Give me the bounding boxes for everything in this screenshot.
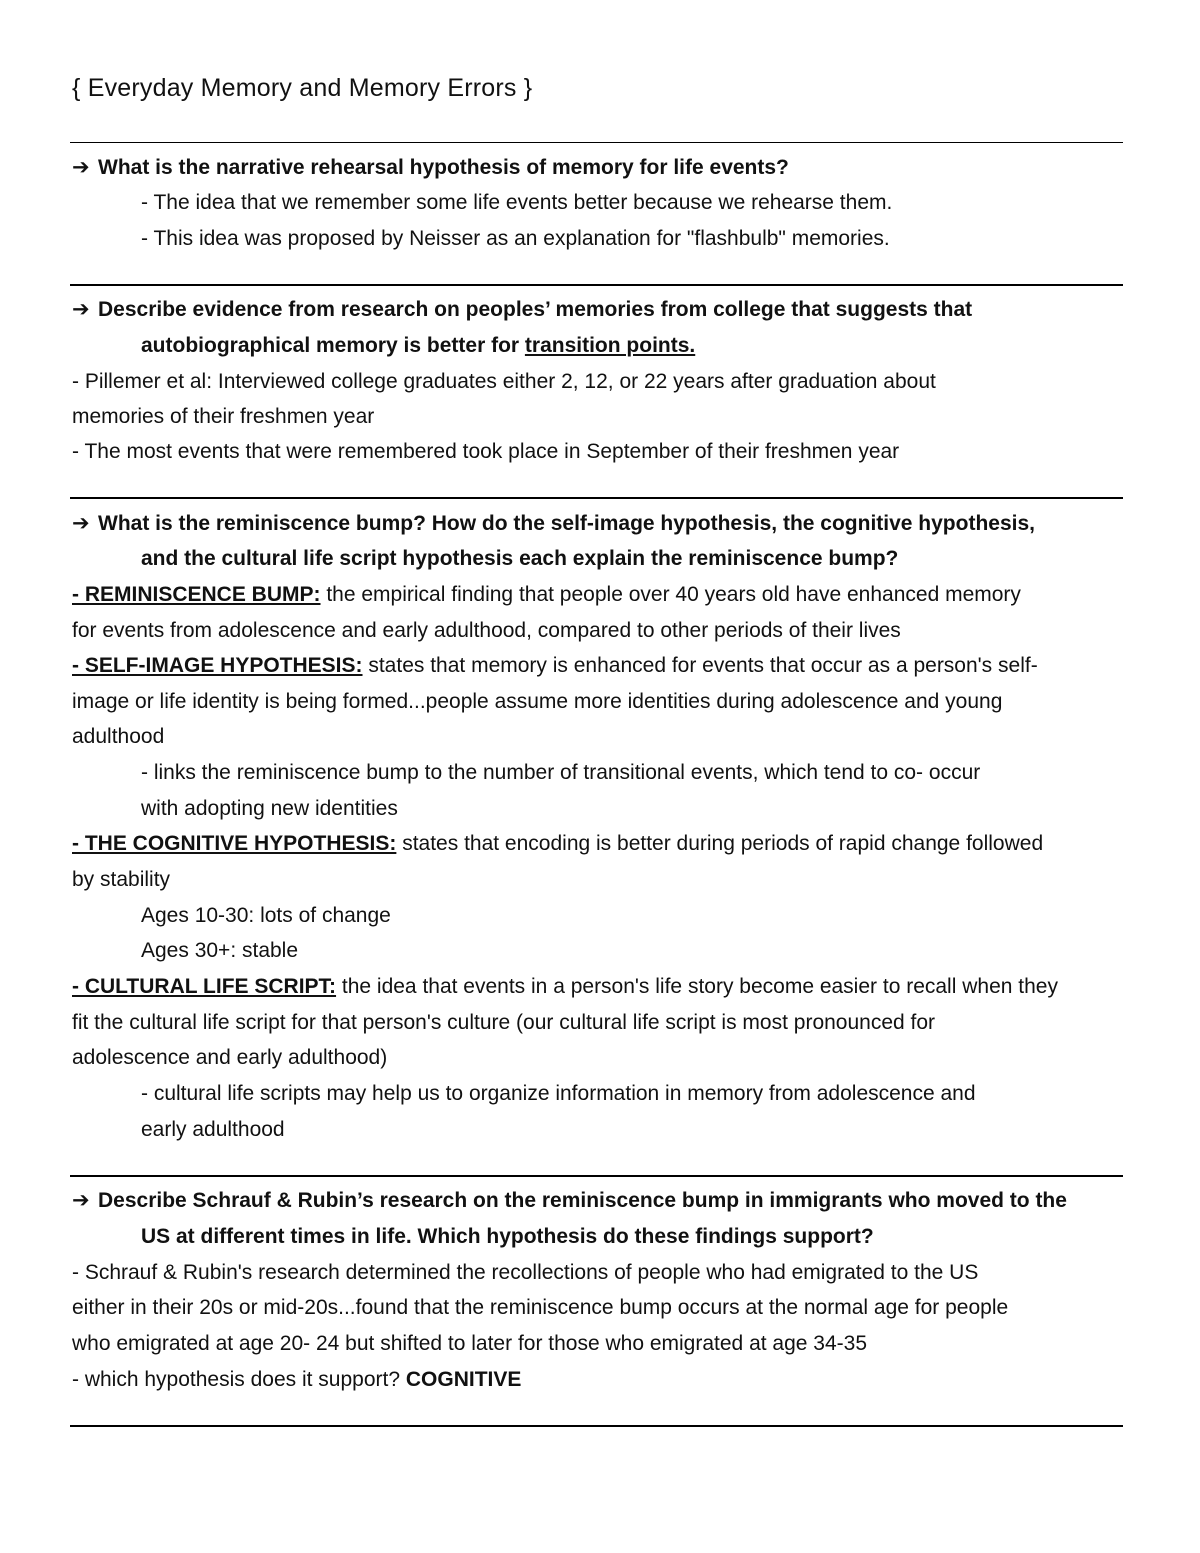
answer-line: Ages 30+: stable xyxy=(141,939,299,962)
answer-line: - Schrauf & Rubin's research determined the recollections of people who had emigrated to the US xyxy=(72,1261,979,1284)
question-line: ➔ Describe Schrauf & Rubin’s research on the reminiscence bump in immigrants who moved to the xyxy=(72,1187,1067,1215)
answer-line: - REMINISCENCE BUMP: the empirical finding that people over 40 years old have enhanced memory xyxy=(72,583,1021,606)
answer-line: who emigrated at age 20- 24 but shifted to later for those who emigrated at age 34-35 xyxy=(72,1332,867,1355)
question-line: ➔ What is the narrative rehearsal hypothesis of memory for life events? xyxy=(72,154,789,182)
question-line: and the cultural life script hypothesis each explain the reminiscence bump? xyxy=(141,547,899,570)
answer-line: - CULTURAL LIFE SCRIPT: the idea that events in a person's life story become easier to recall when they xyxy=(72,975,1058,998)
section-divider xyxy=(70,142,1123,143)
answer-line: by stability xyxy=(72,868,171,891)
answer-line: - THE COGNITIVE HYPOTHESIS: states that encoding is better during periods of rapid change followed xyxy=(72,832,1044,855)
answer-line: with adopting new identities xyxy=(141,797,398,820)
answer-line: early adulthood xyxy=(141,1118,285,1141)
section-divider xyxy=(70,497,1123,499)
answer-line: - The most events that were remembered took place in September of their freshmen year xyxy=(72,440,900,463)
answer-line: - The idea that we remember some life events better because we rehearse them. xyxy=(141,191,893,214)
answer-line: - cultural life scripts may help us to organize information in memory from adolescence and xyxy=(141,1082,976,1105)
arrow-right-icon: ➔ xyxy=(72,298,90,321)
section-divider xyxy=(70,1425,1123,1427)
term-heading: - REMINISCENCE BUMP: xyxy=(72,583,321,606)
underlined-term: transition points. xyxy=(524,334,696,357)
question-line: autobiographical memory is better for transition points. xyxy=(141,334,696,357)
answer-line: - SELF-IMAGE HYPOTHESIS: states that memory is enhanced for events that occur as a person's self- xyxy=(72,654,1038,677)
answer-line: - which hypothesis does it support? COGNITIVE xyxy=(72,1368,522,1391)
section-divider xyxy=(70,1175,1123,1177)
answer-line: adulthood xyxy=(72,725,165,748)
question-line: US at different times in life. Which hypothesis do these findings support? xyxy=(141,1225,874,1248)
arrow-right-icon: ➔ xyxy=(72,512,90,535)
answer-line: memories of their freshmen year xyxy=(72,405,375,428)
question-line: ➔ Describe evidence from research on peoples’ memories from college that suggests that xyxy=(72,296,972,324)
answer-line: either in their 20s or mid-20s...found that the reminiscence bump occurs at the normal age for people xyxy=(72,1296,1009,1319)
answer-line: Ages 10-30: lots of change xyxy=(141,904,391,927)
answer-line: - Pillemer et al: Interviewed college graduates either 2, 12, or 22 years after graduation about xyxy=(72,370,936,393)
answer-line: for events from adolescence and early adulthood, compared to other periods of their lives xyxy=(72,619,901,642)
term-heading: - SELF-IMAGE HYPOTHESIS: xyxy=(72,654,363,677)
document-title: { Everyday Memory and Memory Errors } xyxy=(72,74,533,102)
answer-line: image or life identity is being formed...people assume more identities during adolescence and young xyxy=(72,690,1003,713)
term-heading: - CULTURAL LIFE SCRIPT: xyxy=(72,975,337,998)
term-heading: - THE COGNITIVE HYPOTHESIS: xyxy=(72,832,397,855)
answer-line: - This idea was proposed by Neisser as an explanation for "flashbulb" memories. xyxy=(141,227,890,250)
answer-line: adolescence and early adulthood) xyxy=(72,1046,388,1069)
question-line: ➔ What is the reminiscence bump? How do the self-image hypothesis, the cognitive hypothesis, xyxy=(72,510,1035,538)
section-divider xyxy=(70,284,1123,286)
arrow-right-icon: ➔ xyxy=(72,156,90,179)
answer-line: fit the cultural life script for that person's culture (our cultural life script is most pronounced for xyxy=(72,1011,936,1034)
answer-line: - links the reminiscence bump to the number of transitional events, which tend to co- occur xyxy=(141,761,981,784)
arrow-right-icon: ➔ xyxy=(72,1189,90,1212)
answer-emphasis: COGNITIVE xyxy=(405,1368,522,1391)
